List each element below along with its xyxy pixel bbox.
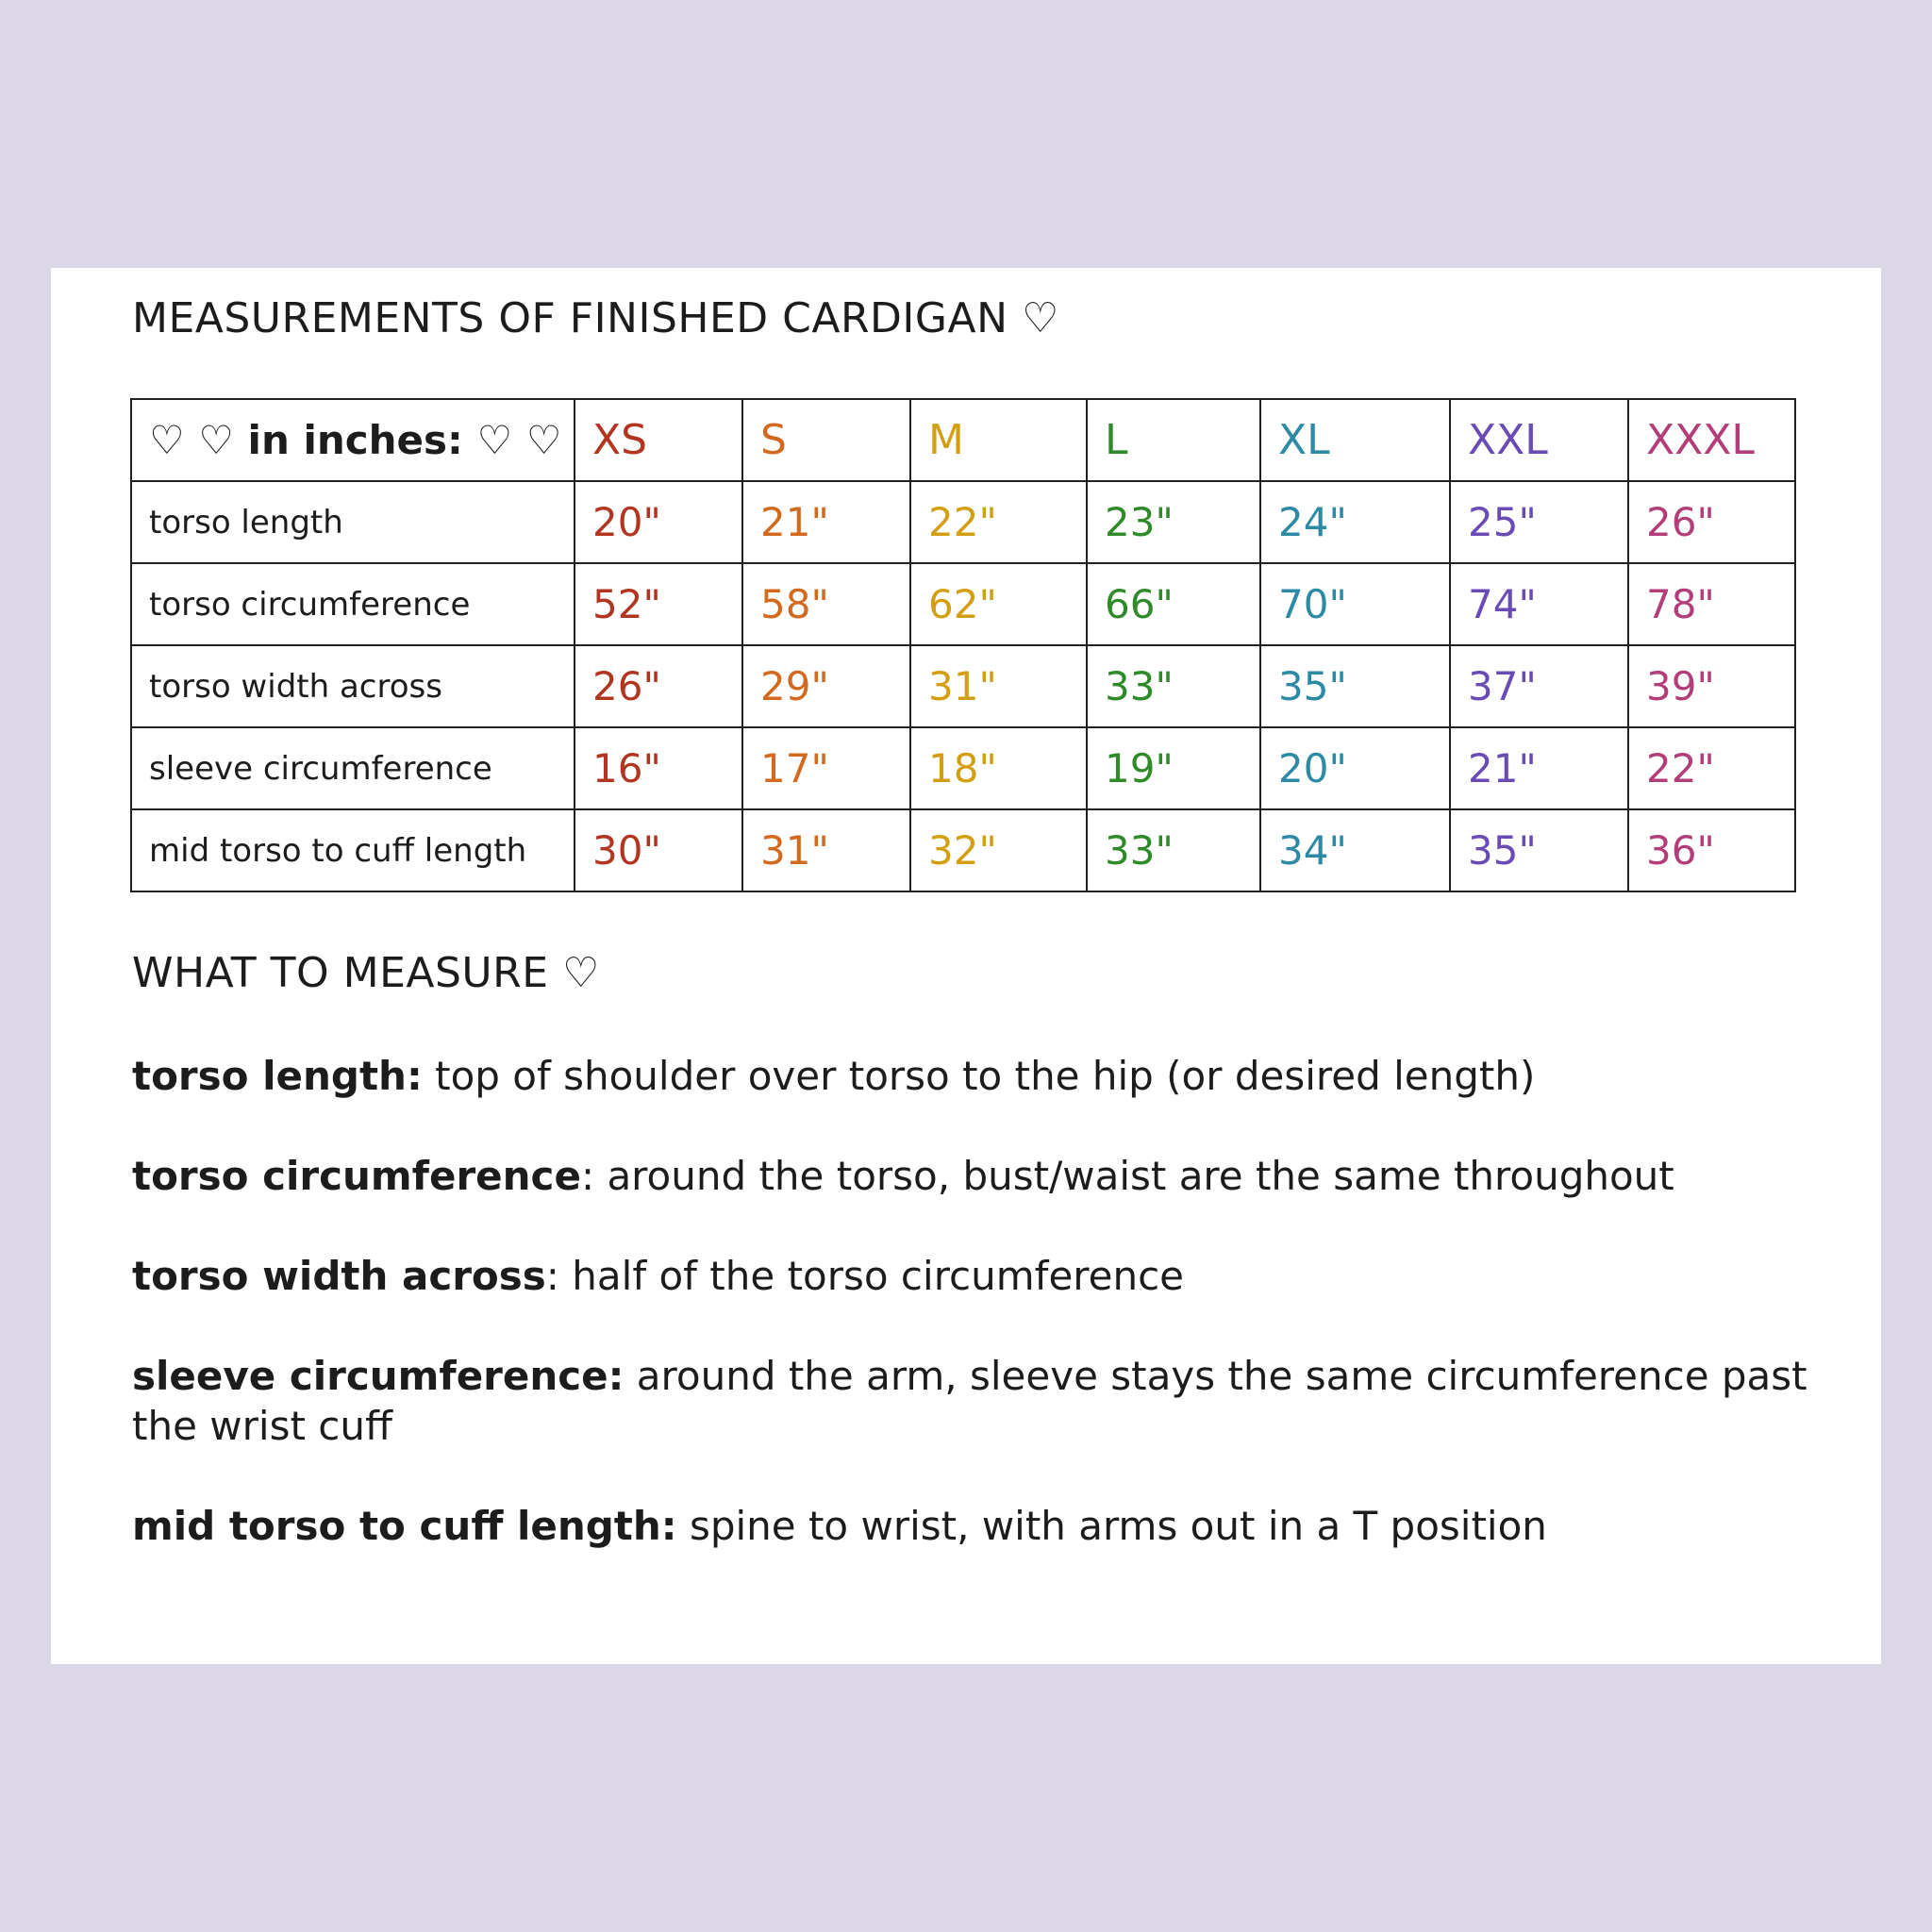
measurement-value: 52" [575,563,742,645]
definition-item [132,1351,1811,1451]
table-row [131,727,1795,809]
size-chart-table [130,398,1796,892]
measurement-value: 33" [1087,809,1260,891]
definition-text: : half of the torso circumference [545,1253,1185,1299]
size-header-l [1087,399,1260,481]
definition-term: torso circumference [132,1153,581,1199]
definition-term: sleeve circumference: [132,1353,625,1399]
size-label: M [928,416,964,464]
measurement-value: 70" [1260,563,1450,645]
definition-item [132,1501,1811,1551]
measurement-value: 31" [910,645,1087,727]
measurement-value: 22" [1628,727,1795,809]
measurement-value: 35" [1450,809,1628,891]
what-to-measure-heading: WHAT TO MEASURE ♡ [132,949,600,997]
size-label: XS [592,416,648,464]
measurement-value: 34" [1260,809,1450,891]
measurement-value: 23" [1087,481,1260,563]
measurement-value: 25" [1450,481,1628,563]
measurement-value: 37" [1450,645,1628,727]
measurement-value: 33" [1087,645,1260,727]
size-header-xl [1260,399,1450,481]
measurement-definitions [132,1051,1811,1601]
size-label: L [1105,416,1128,464]
definition-term: mid torso to cuff length: [132,1503,677,1549]
size-header-xxl [1450,399,1628,481]
measurement-value: 21" [742,481,910,563]
measurement-value: 19" [1087,727,1260,809]
row-label: mid torso to cuff length [131,809,575,891]
table-row [131,645,1795,727]
row-label: torso length [131,481,575,563]
measurement-value: 31" [742,809,910,891]
size-header-xs [575,399,742,481]
row-label: torso circumference [131,563,575,645]
measurement-value: 62" [910,563,1087,645]
measurement-value: 39" [1628,645,1795,727]
definition-text: top of shoulder over torso to the hip (or desired length) [422,1053,1536,1099]
measurement-value: 26" [1628,481,1795,563]
measurement-value: 20" [575,481,742,563]
row-label: sleeve circumference [131,727,575,809]
definition-item [132,1251,1811,1301]
definition-item [132,1151,1811,1201]
measurement-value: 16" [575,727,742,809]
definition-text: around the arm, sleeve stays the same circumference past the wrist cuff [132,1353,1807,1449]
measurement-value: 35" [1260,645,1450,727]
size-label: XXXL [1646,416,1755,464]
measurement-value: 26" [575,645,742,727]
definition-text: spine to wrist, with arms out in a T position [676,1503,1547,1549]
size-label: XXL [1468,416,1548,464]
measurement-value: 21" [1450,727,1628,809]
measurement-value: 20" [1260,727,1450,809]
measurement-value: 30" [575,809,742,891]
table-row [131,481,1795,563]
measurement-value: 36" [1628,809,1795,891]
measurement-value: 58" [742,563,910,645]
measurement-value: 17" [742,727,910,809]
size-header-xxxl [1628,399,1795,481]
measurement-value: 66" [1087,563,1260,645]
definition-item [132,1051,1811,1101]
definition-term: torso length: [132,1053,423,1099]
measurement-value: 29" [742,645,910,727]
definition-term: torso width across [132,1253,546,1299]
measurement-value: 78" [1628,563,1795,645]
size-label: XL [1278,416,1330,464]
measurement-value: 18" [910,727,1087,809]
row-label: torso width across [131,645,575,727]
measurement-value: 22" [910,481,1087,563]
header-label-cell [131,399,575,481]
header-row [131,399,1795,481]
page-title: MEASUREMENTS OF FINISHED CARDIGAN ♡ [132,294,1059,342]
measurement-value: 24" [1260,481,1450,563]
table-row [131,809,1795,891]
table-row [131,563,1795,645]
definition-text: : around the torso, bust/waist are the same throughout [580,1153,1674,1199]
size-header-s [742,399,910,481]
measurement-value: 32" [910,809,1087,891]
size-label: S [760,416,787,464]
size-header-m [910,399,1087,481]
header-label: ♡ ♡ in inches: ♡ ♡ [149,417,562,463]
measurement-value: 74" [1450,563,1628,645]
measurement-card [51,268,1881,1664]
